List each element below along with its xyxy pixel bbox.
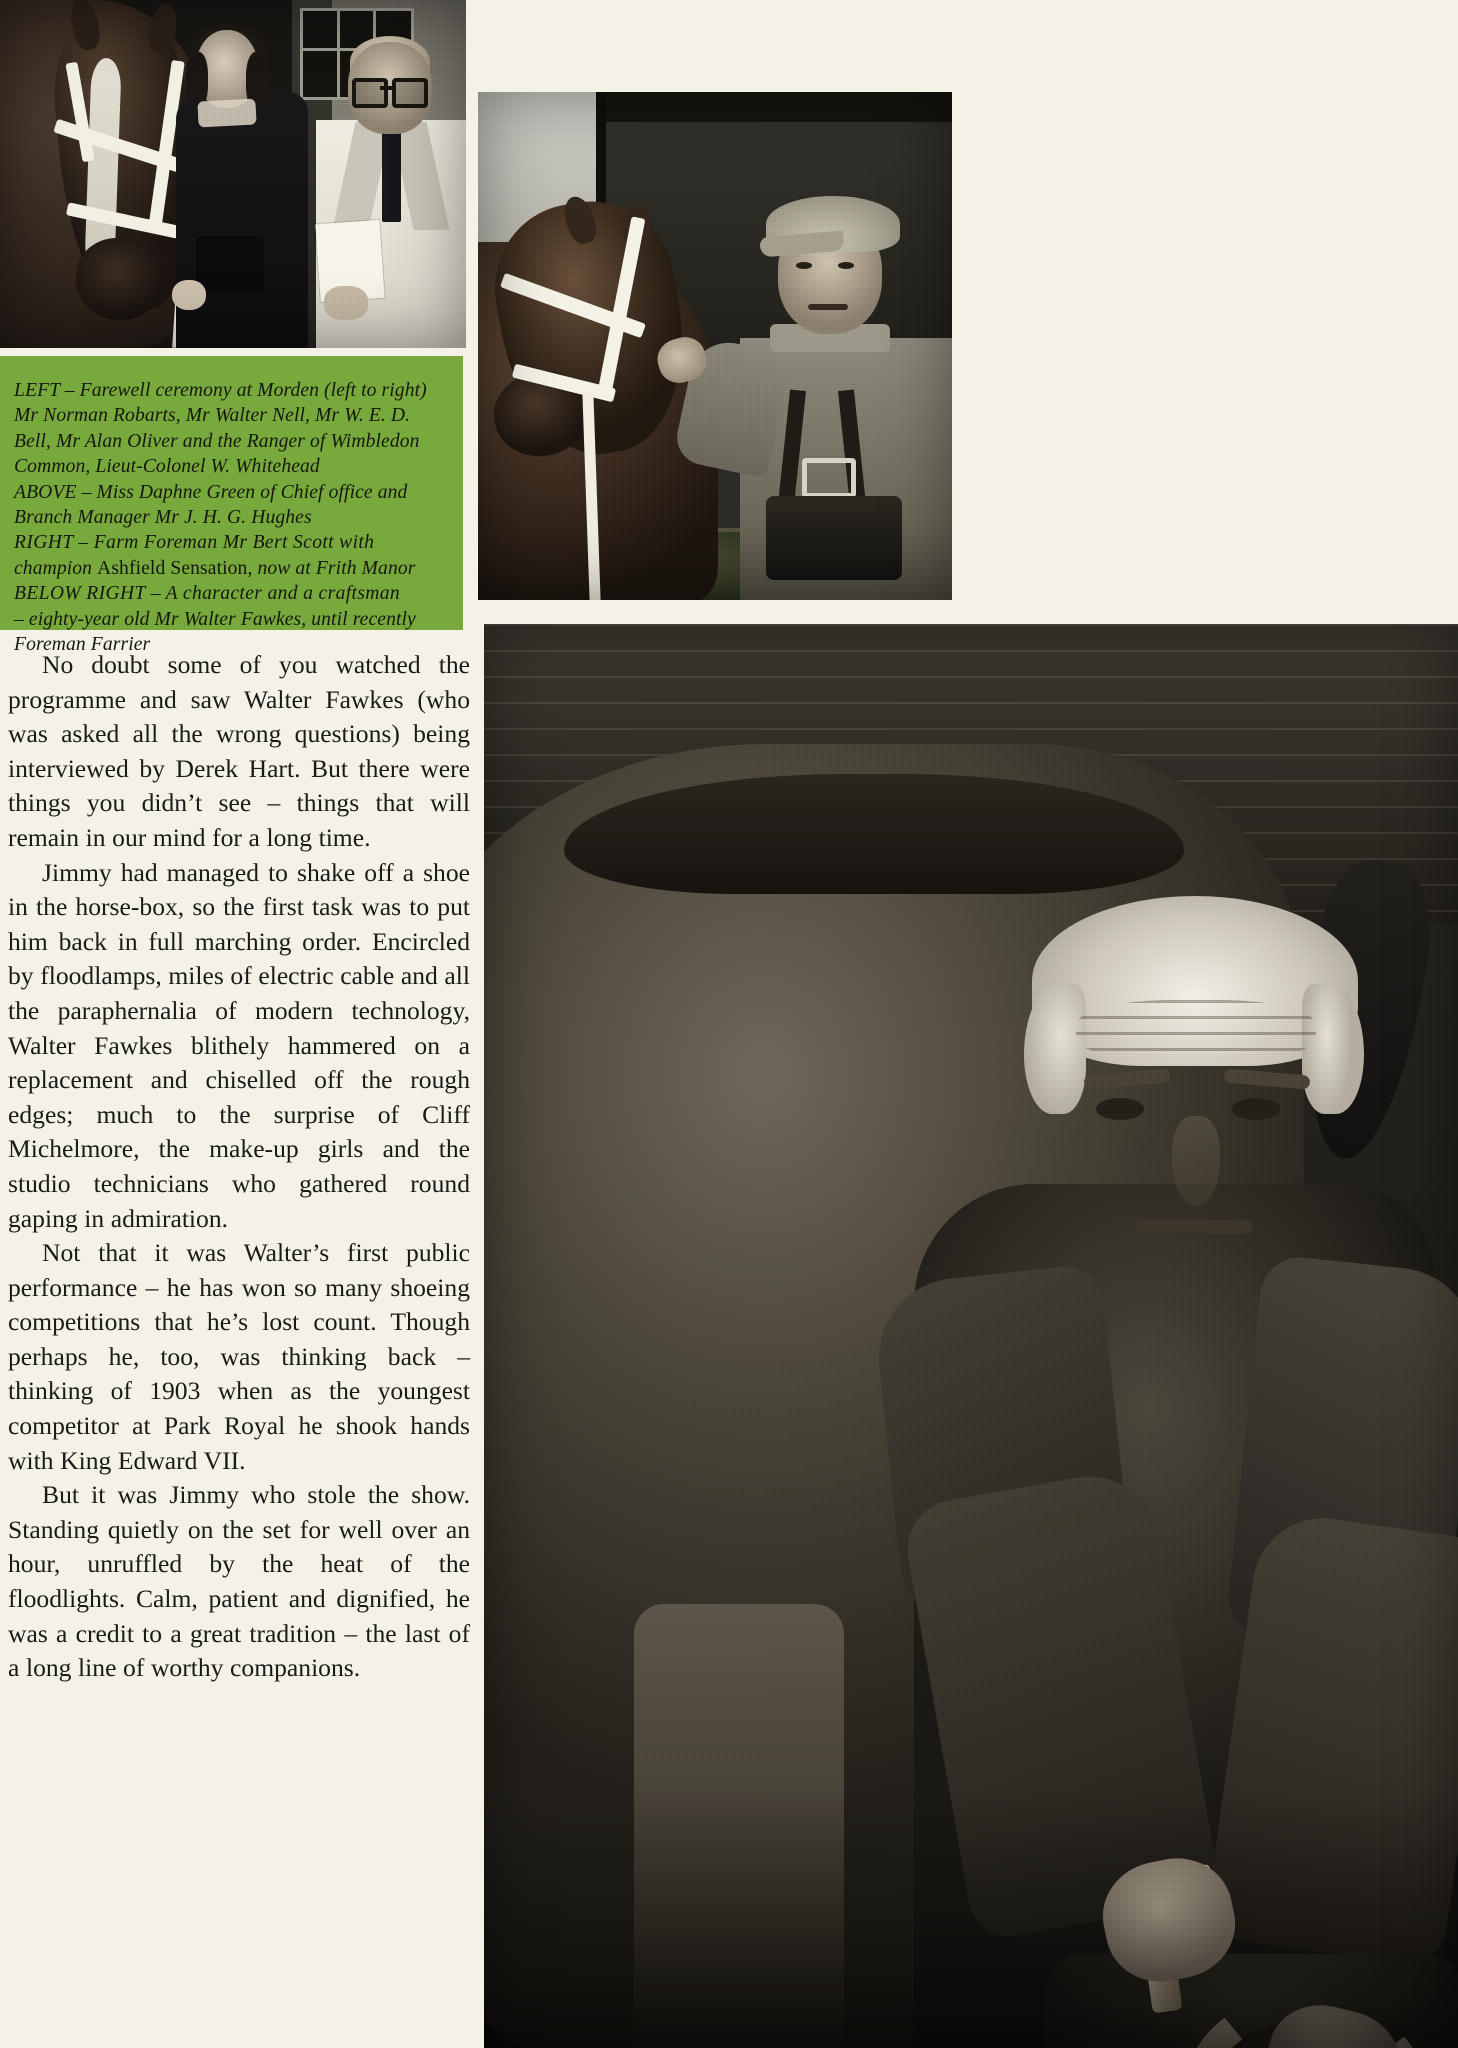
caption-line-5: ABOVE – Miss Daphne Green of Chief office and (14, 481, 408, 503)
photo-3-scene (484, 624, 1458, 2048)
woman-coat (176, 92, 308, 348)
woman-handbag (196, 236, 264, 294)
farrier-mouth (1136, 1220, 1252, 1234)
caption-line-8-post: , now at Frith Manor (247, 557, 416, 579)
article-paragraph-4: But it was Jimmy who stole the show. Standing quietly on the set for well over an hour, unruffled by the heat of the floodlights. Calm, patient and dignified, he was a credit to a great tradition – the last of a long line of worthy companions. (8, 1480, 470, 1683)
farrier-hair-left (1024, 984, 1086, 1114)
photo-farrier-walter-fawkes (484, 624, 1458, 2048)
caption-line-6: Branch Manager Mr J. H. G. Hughes (14, 507, 312, 529)
woman-collar (197, 99, 256, 128)
farrier-eye-left (1096, 1098, 1144, 1120)
caption-line-10: – eighty-year old Mr Walter Fawkes, until recently (14, 608, 416, 630)
farrier-eye-right (1232, 1098, 1280, 1120)
caption-line-2: Mr Norman Robarts, Mr Walter Nell, Mr W. E. D. (14, 405, 411, 427)
caption-line-8 (14, 556, 457, 581)
article-paragraph-3: Not that it was Walter’s first public performance – he has won so many shoeing competitions that he’s lost count. Though perhaps he, too, was thinking back – thinking of 1903 when as the youngest competitor at Park Royal he shook hands with King Edward VII. (8, 1238, 470, 1475)
nosebag (766, 496, 902, 580)
spectacles-left-lens (352, 78, 388, 108)
caption-line-4: Common, Lieut-Colonel W. Whitehead (14, 456, 320, 478)
caption-line-7: RIGHT – Farm Foreman Mr Bert Scott with (14, 532, 375, 554)
man-eye-left (796, 262, 812, 269)
man-mouth (808, 304, 848, 310)
woman-hand (172, 280, 206, 310)
photo-2-scene (478, 92, 952, 600)
photo-1-scene (0, 0, 466, 348)
photo-caption-block (0, 356, 463, 656)
man-eye-right (838, 262, 854, 269)
horse-name: Ashfield Sensation (97, 557, 248, 579)
article-paragraph-2: Jimmy had managed to shake off a shoe in the horse-box, so the first task was to put him back in full marching order. Encircled by floodlamps, miles of electric cable and all the paraphernalia of modern technology, Walter Fawkes blithely hammered on a replacement and chiselled off the rough edges; much to the surprise of Cliff Michelmore, the make-up girls and the studio technicians who gathered round gaping in admiration. (8, 857, 470, 1233)
caption-text (14, 378, 457, 657)
article-body (8, 648, 470, 1686)
photo-bottom-shadow (484, 1788, 1458, 2048)
woman-hair-left (186, 52, 208, 108)
caption-line-9: BELOW RIGHT – A character and a craftsman (14, 583, 401, 605)
forehead-wrinkles (1076, 1000, 1316, 1062)
article-paragraph-1: No doubt some of you watched the programme and saw Walter Fawkes (who was asked all the wrong questions) being interviewed by Derek Hart. But there were things you didn’t see – things that will remain in our mind for a long time. (8, 650, 470, 852)
photo-farm-foreman-bert-scott (478, 92, 952, 600)
caption-line-11: Foreman Farrier (14, 634, 151, 656)
spectacles-bridge (380, 86, 394, 90)
photo-farewell-ceremony (0, 0, 466, 348)
horse-muzzle (76, 238, 164, 320)
barn-roofline (596, 92, 952, 122)
farrier-nose (1172, 1116, 1220, 1206)
strap-buckle (802, 458, 856, 498)
man-necktie (382, 126, 401, 222)
caption-line-8-pre: champion (14, 557, 98, 579)
man-hand (324, 286, 368, 320)
spectacles-right-lens (392, 78, 428, 108)
caption-line-1: LEFT – Farewell ceremony at Morden (left to right) (14, 380, 427, 401)
caption-line-3: Bell, Mr Alan Oliver and the Ranger of Wimbledon (14, 430, 420, 452)
